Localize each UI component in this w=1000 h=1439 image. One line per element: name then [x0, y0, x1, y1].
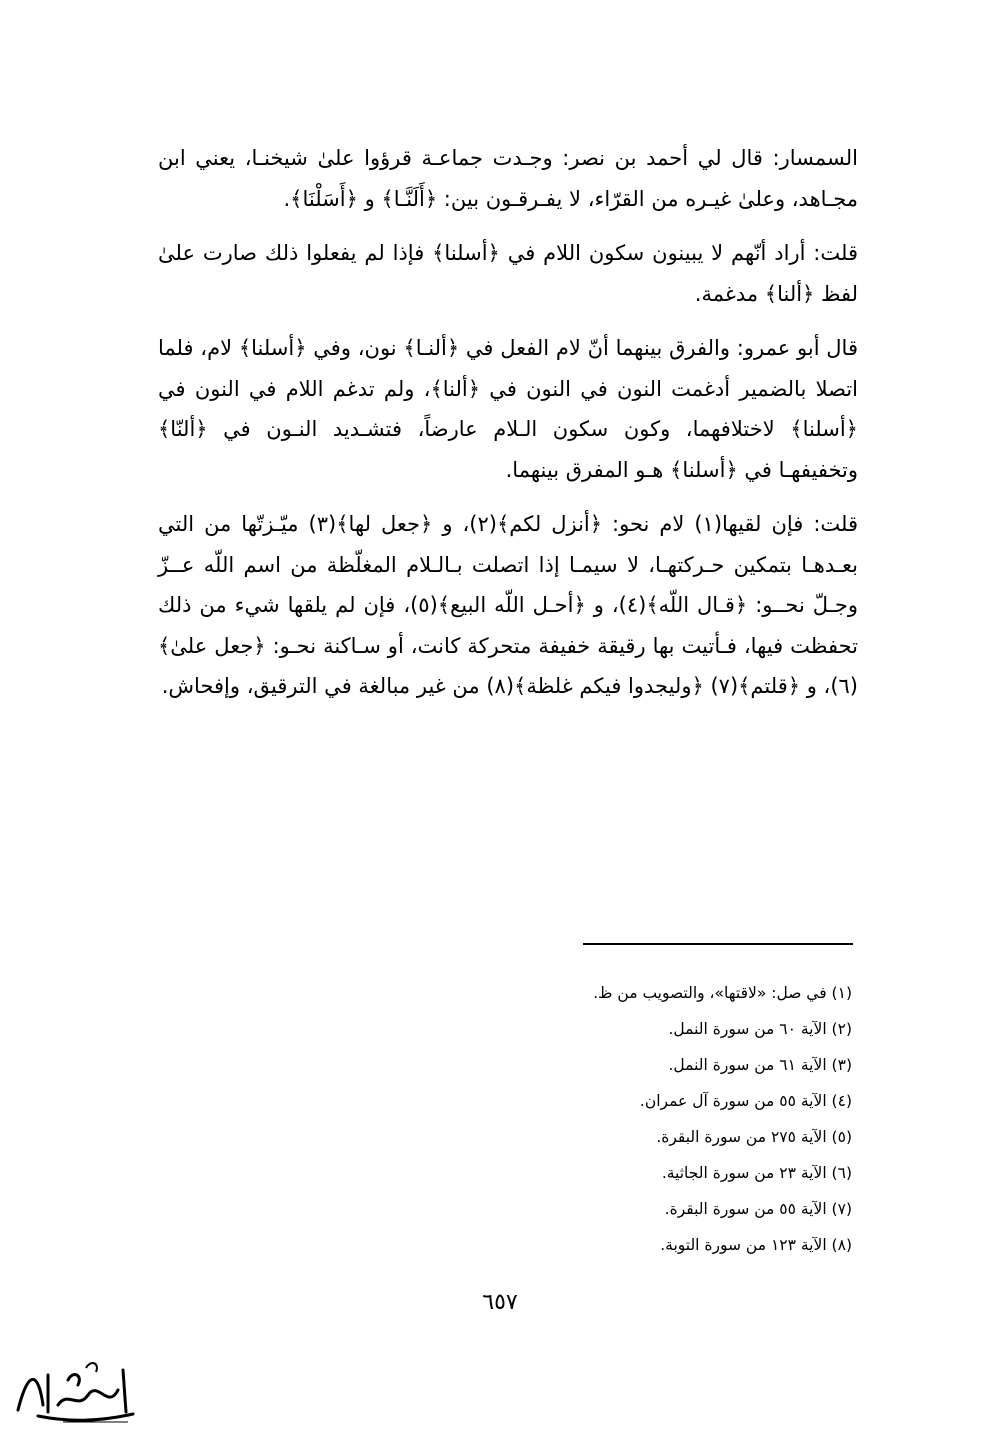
main-text: [158, 138, 858, 721]
paragraph-1: السمسار: قال لي أحمد بن نصر: وجـدت جماعـة قرؤوا علىٰ شيخنـا، يعني ابن مجـاهد، وعلىٰ غيـره من القرّاء، لا يفـرقـون بين: ﴿أَلَنَّـا﴾ و ﴿أَسَلْنَا﴾.: [158, 146, 858, 211]
paragraph-3: قال أبو عمرو: والفرق بينهما أنّ لام الفعل في ﴿ألنـا﴾ نون، وفي ﴿أسلنا﴾ لام، فلما اتصلا بالضمير أدغمت النون في النون في ﴿ألنا﴾، ولم تدغم اللام في النون في ﴿أسلنا﴾ لاختلافهما، وكون سكون الـلام عارضاً، فتشـديد النـون في ﴿ألنّا﴾ وتخفيفهـا في ﴿أسلنا﴾ هـو المفرق بينهما.: [158, 336, 858, 482]
footnote-2: (٢) الآية ٦٠ من سورة النمل.: [668, 1020, 852, 1038]
footnotes: [420, 975, 852, 1263]
footnote-separator: [583, 943, 853, 945]
footnote-3: (٣) الآية ٦١ من سورة النمل.: [668, 1056, 852, 1074]
footnote-4: (٤) الآية ٥٥ من سورة آل عمران.: [639, 1092, 852, 1110]
paragraph-2: قلت: أراد أنّهم لا يبينون سكون اللام في ﴿أسلنا﴾ فإذا لم يفعلوا ذلك صارت علىٰ لفظ ﴿ألنا﴾ مدغمة.: [158, 241, 858, 306]
footnote-1: (١) في صل: «لاقتها»، والتصويب من ظ.: [593, 984, 852, 1002]
footnote-5: (٥) الآية ٢٧٥ من سورة البقرة.: [656, 1128, 852, 1146]
calligraphy-logo-icon: [8, 1350, 148, 1430]
paragraph-4: قلت: فإن لقيها(١) لام نحو: ﴿أنزل لكم﴾(٢)، و ﴿جعل لها﴾(٣) ميّـزتّها من التي بعـدهـا بتمكين حـركتهـا، لا سيمـا إذا اتصلت بـالـلام المغلّظة من اسم اللّه عــزّ وجـلّ نحــو: ﴿قـال اللّه﴾(٤)، و ﴿أحـل اللّه البيع﴾(٥)، فإن لم يلقها شيء من ذلك تحفظت فيها، فـأتيت بها رقيقة خفيفة متحركة كانت، أو سـاكنة نحـو: ﴿جعل علىٰ﴾(٦)، و ﴿قلتم﴾(٧) ﴿وليجدوا فيكم غلظة﴾(٨) من غير مبالغة في الترقيق، وإفحاش.: [158, 512, 859, 698]
footnote-8: (٨) الآية ١٢٣ من سورة التوبة.: [660, 1236, 852, 1254]
page-number: ٦٥٧: [482, 1290, 518, 1315]
footnote-6: (٦) الآية ٢٣ من سورة الجاثية.: [661, 1164, 852, 1182]
watermark-logo: [8, 1350, 148, 1430]
footnote-7: (٧) الآية ٥٥ من سورة البقرة.: [664, 1200, 852, 1218]
